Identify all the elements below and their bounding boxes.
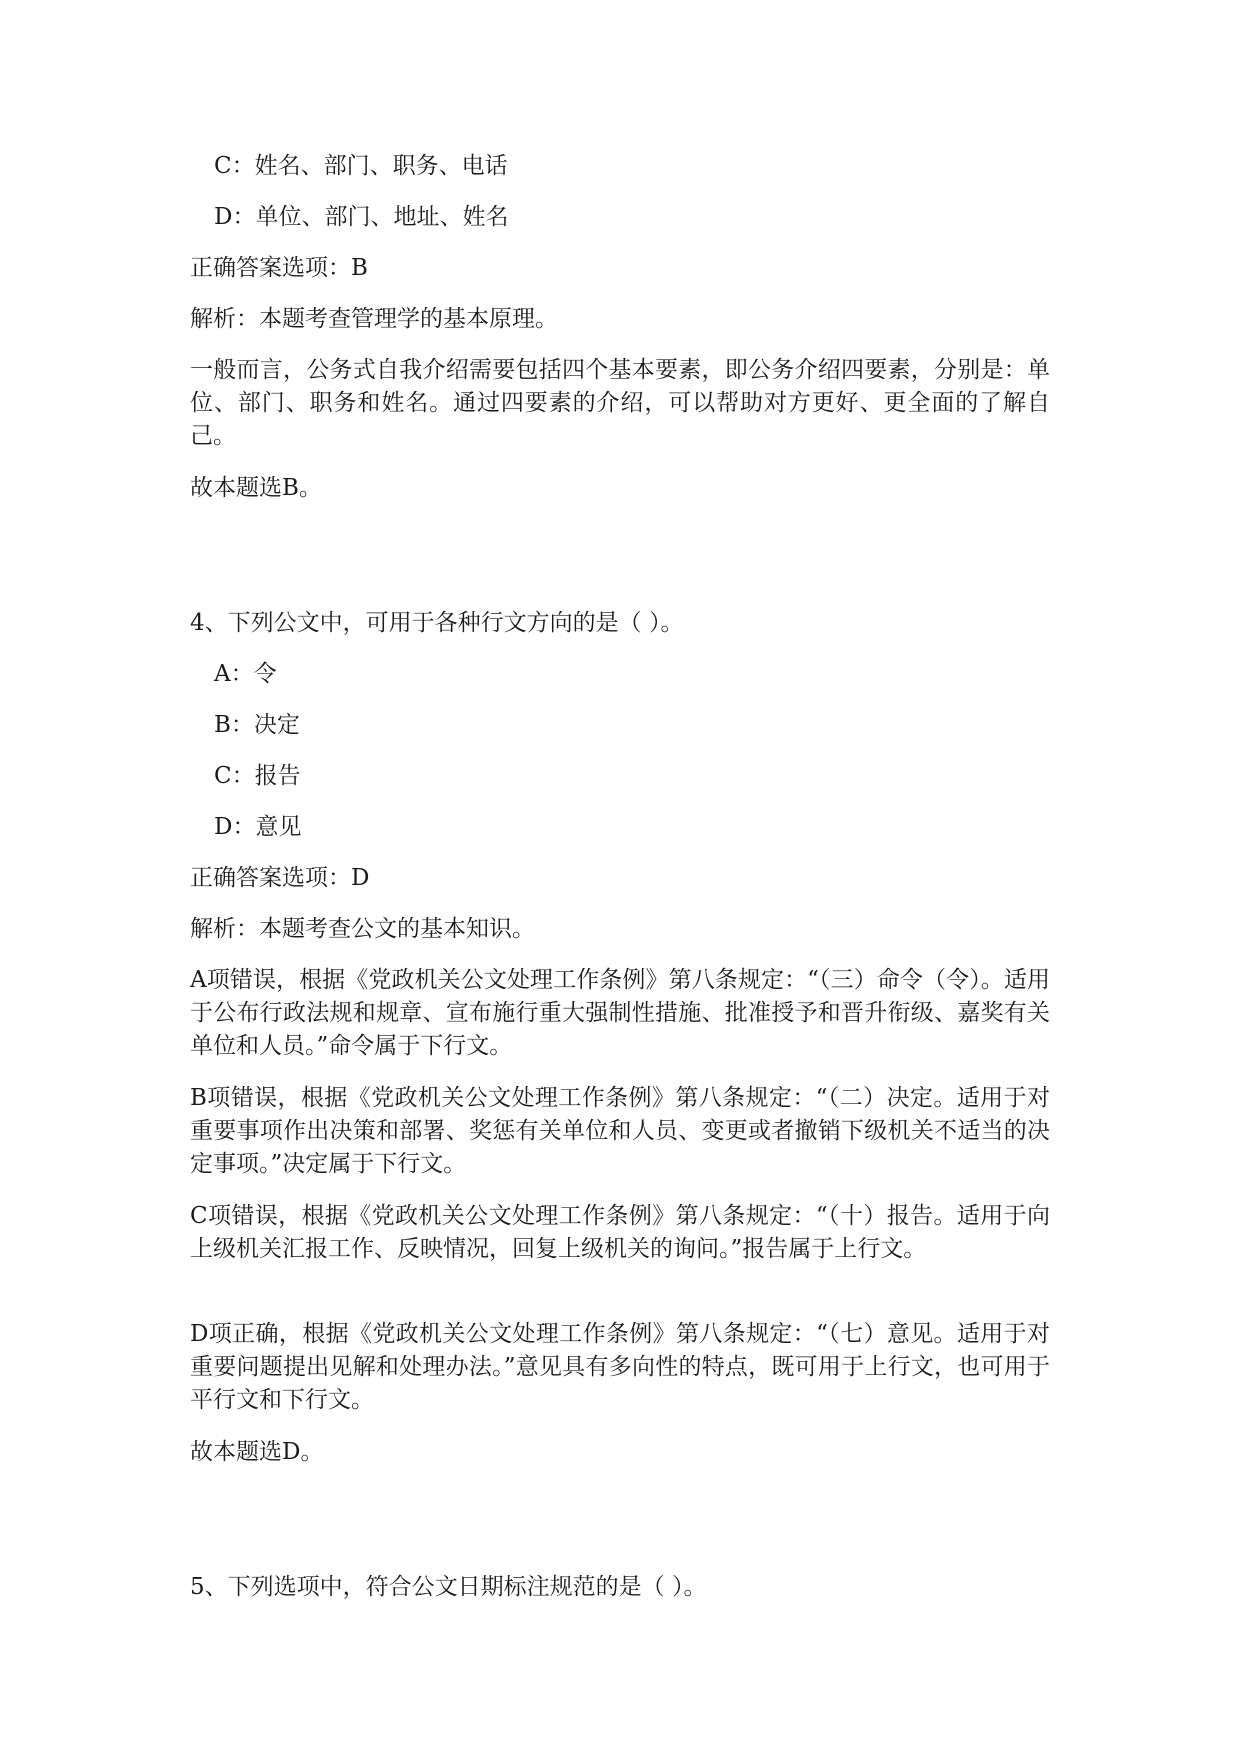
q4-option-d: D：意见	[214, 814, 302, 840]
q4-analysis-item-b: B项错误，根据《党政机关公文处理工作条例》第八条规定：“（二）决定。适用于对重要事项作出决策和部署、奖惩有关单位和人员、变更或者撤销下级机关不适当的决定事项。”决定属于下行文。	[190, 1085, 1050, 1177]
q4-answer: 正确答案选项：D	[190, 865, 370, 891]
q4-analysis-item-c: C项错误，根据《党政机关公文处理工作条例》第八条规定：“（十）报告。适用于向上级机关汇报工作、反映情况，回复上级机关的询问。”报告属于上行文。	[190, 1203, 1050, 1262]
q3-conclusion: 故本题选B。	[190, 475, 322, 501]
q3-option-c: C：姓名、部门、职务、电话	[214, 153, 508, 179]
q3-analysis-body: 一般而言，公务式自我介绍需要包括四个基本要素，即公务介绍四要素，分别是：单位、部门、职务和姓名。通过四要素的介绍，可以帮助对方更好、更全面的了解自己。	[190, 357, 1050, 449]
q4-option-b: B：决定	[214, 712, 300, 738]
q3-analysis-heading: 解析：本题考查管理学的基本原理。	[190, 306, 558, 332]
q4-option-a: A：令	[214, 661, 277, 687]
q4-analysis-heading: 解析：本题考查公文的基本知识。	[190, 916, 535, 942]
q4-analysis-item-d: D项正确，根据《党政机关公文处理工作条例》第八条规定：“（七）意见。适用于对重要问题提出见解和处理办法。”意见具有多向性的特点，既可用于上行文，也可用于平行文和下行文。	[190, 1321, 1050, 1413]
q4-option-c: C：报告	[214, 763, 301, 789]
q5-question: 5、下列选项中，符合公文日期标注规范的是（ ）。	[190, 1574, 707, 1600]
q4-question: 4、下列公文中，可用于各种行文方向的是（ ）。	[190, 610, 684, 636]
q3-option-d: D：单位、部门、地址、姓名	[214, 204, 509, 230]
q4-conclusion: 故本题选D。	[190, 1439, 324, 1465]
q4-analysis-item-a: A项错误，根据《党政机关公文处理工作条例》第八条规定：“（三）命令（令）。适用于公布行政法规和规章、宣布施行重大强制性措施、批准授予和晋升衔级、嘉奖有关单位和人员。”命令属于下行文。	[190, 967, 1050, 1059]
q3-answer: 正确答案选项：B	[190, 255, 368, 281]
